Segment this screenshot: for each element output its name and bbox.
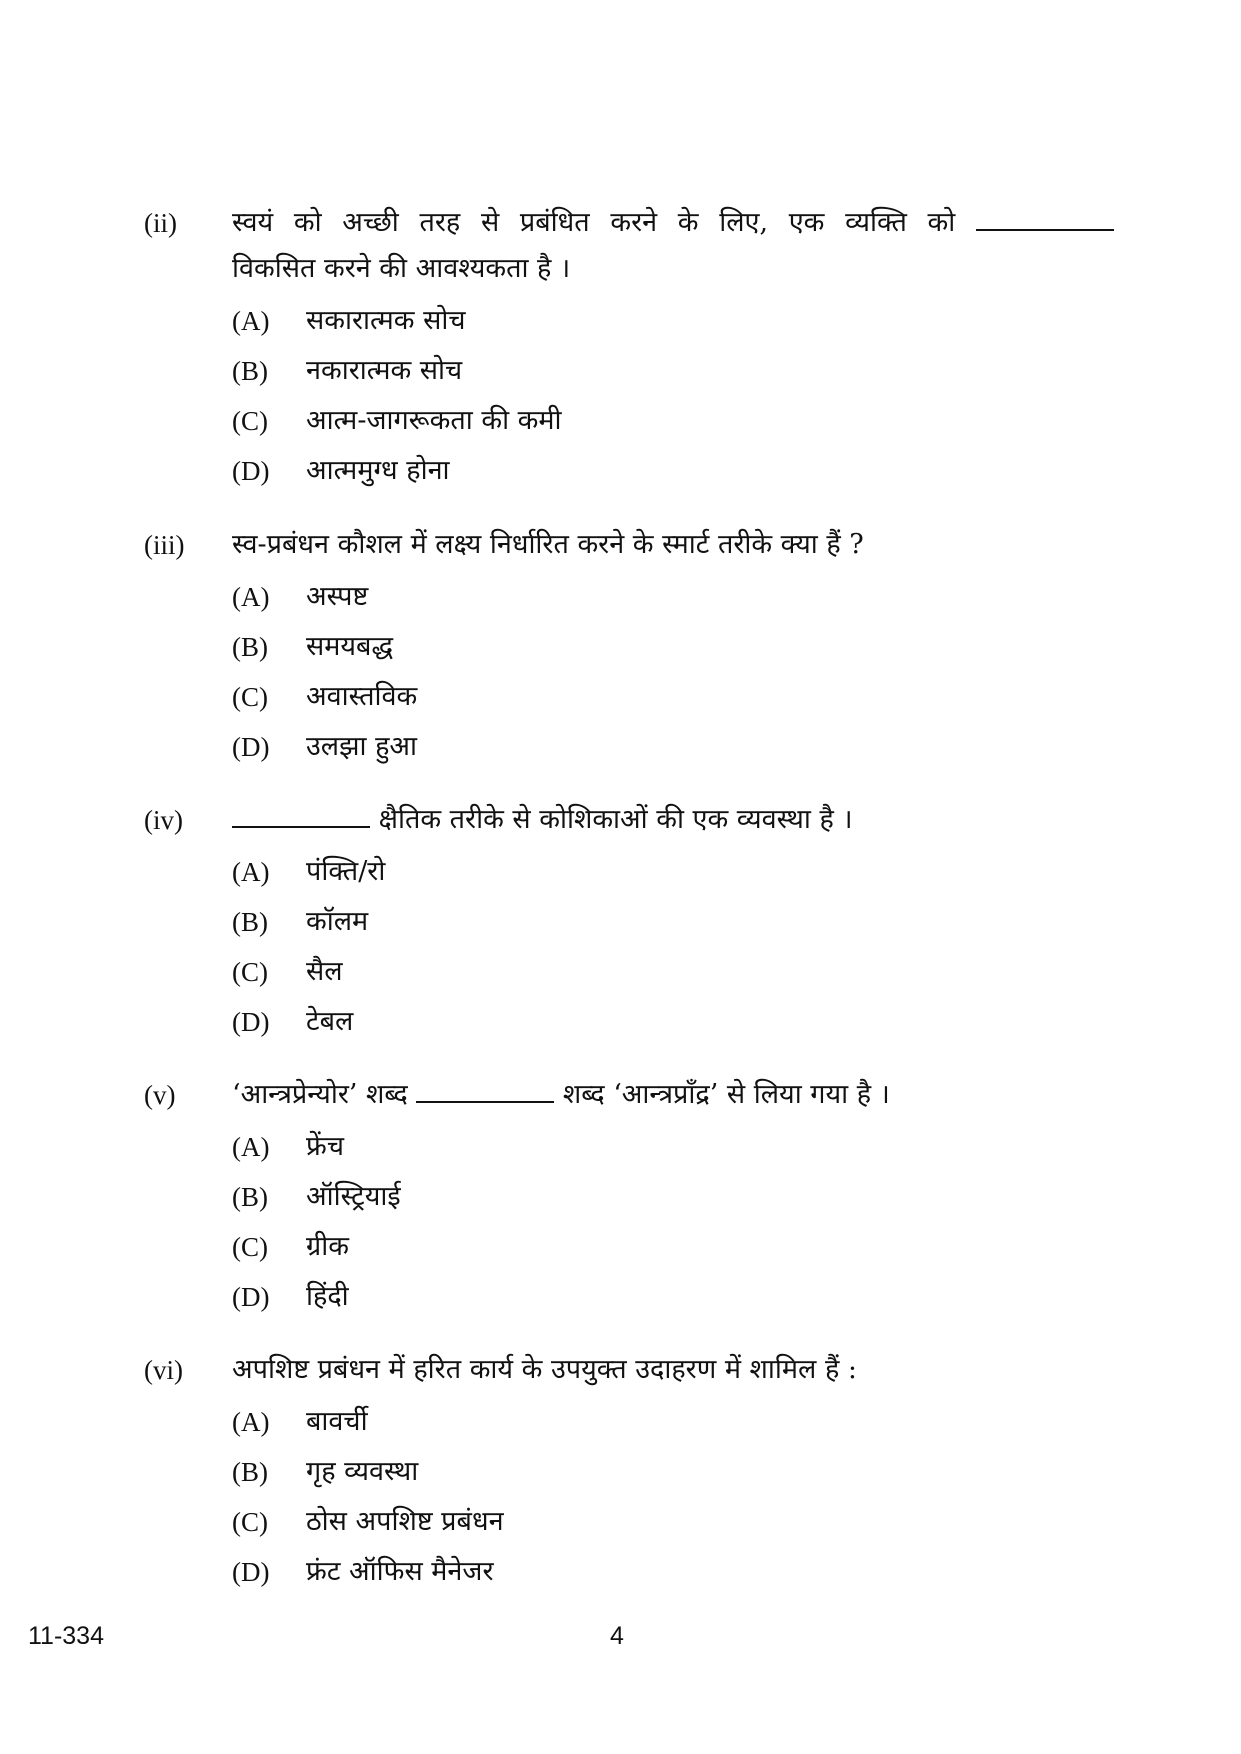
- question-number: (vi): [144, 1355, 183, 1385]
- options-list: [232, 847, 1114, 1047]
- options-list: [232, 572, 1114, 772]
- page-number: 4: [610, 1622, 624, 1650]
- paper-code: 11-334: [28, 1622, 104, 1650]
- option-c: (C) सैल: [232, 956, 343, 987]
- question-text-after-blank: शब्द ‘आन्त्रप्राँद्र’ से लिया गया है ।: [562, 1079, 890, 1110]
- question-number: (iii): [144, 530, 185, 560]
- question-iii: [144, 522, 1114, 772]
- question-ii: [144, 200, 1114, 496]
- option-b: (B) कॉलम: [232, 906, 369, 937]
- fill-in-blank: [976, 207, 1114, 231]
- question-text-line1: स्वयं को अच्छी तरह से प्रबंधित करने के लिए, एक व्यक्ति को: [232, 207, 956, 238]
- option-c: (C) अवास्तविक: [232, 681, 418, 712]
- option-b: (B) गृह व्यवस्था: [232, 1456, 419, 1487]
- option-a: (A) बावर्ची: [232, 1406, 368, 1437]
- option-a: (A) फ्रेंच: [232, 1131, 344, 1162]
- options-list: [232, 296, 1114, 496]
- options-list: [232, 1397, 1114, 1597]
- question-number: (iv): [144, 805, 183, 835]
- option-a: (A) पंक्ति/रो: [232, 856, 386, 887]
- option-d: (D) टेबल: [232, 1006, 354, 1037]
- fill-in-blank: [232, 804, 370, 828]
- option-c: (C) ग्रीक: [232, 1231, 349, 1262]
- option-a: (A) सकारात्मक सोच: [232, 305, 466, 336]
- option-c: (C) आत्म-जागरूकता की कमी: [232, 405, 562, 436]
- question-stem: [144, 200, 1114, 292]
- question-stem: [144, 1347, 1114, 1393]
- question-text: क्षैतिक तरीके से कोशिकाओं की एक व्यवस्था है ।: [378, 804, 853, 835]
- question-text: स्व-प्रबंधन कौशल में लक्ष्य निर्धारित करने के स्मार्ट तरीके क्या हैं ?: [232, 529, 864, 560]
- fill-in-blank: [416, 1079, 554, 1103]
- question-stem: [144, 797, 1114, 843]
- option-d: (D) हिंदी: [232, 1281, 349, 1312]
- question-v: [144, 1072, 1114, 1322]
- option-d: (D) आत्ममुग्ध होना: [232, 455, 450, 486]
- option-d: (D) फ्रंट ऑफिस मैनेजर: [232, 1556, 494, 1587]
- question-vi: [144, 1347, 1114, 1597]
- option-b: (B) नकारात्मक सोच: [232, 355, 463, 386]
- question-number: (ii): [144, 208, 177, 238]
- option-a: (A) अस्पष्ट: [232, 581, 369, 612]
- option-c: (C) ठोस अपशिष्ट प्रबंधन: [232, 1506, 504, 1537]
- question-text-line2: विकसित करने की आवश्यकता है ।: [232, 253, 571, 284]
- option-b: (B) समयबद्ध: [232, 631, 394, 662]
- question-number: (v): [144, 1080, 176, 1110]
- option-b: (B) ऑस्ट्रियाई: [232, 1181, 401, 1212]
- question-stem: [144, 1072, 1114, 1118]
- options-list: [232, 1122, 1114, 1322]
- question-stem: [144, 522, 1114, 568]
- question-text: अपशिष्ट प्रबंधन में हरित कार्य के उपयुक्त उदाहरण में शामिल हैं :: [232, 1354, 857, 1385]
- question-text-before-blank: ‘आन्त्रप्रेन्योर’ शब्द: [232, 1079, 408, 1110]
- option-d: (D) उलझा हुआ: [232, 731, 418, 762]
- question-iv: [144, 797, 1114, 1047]
